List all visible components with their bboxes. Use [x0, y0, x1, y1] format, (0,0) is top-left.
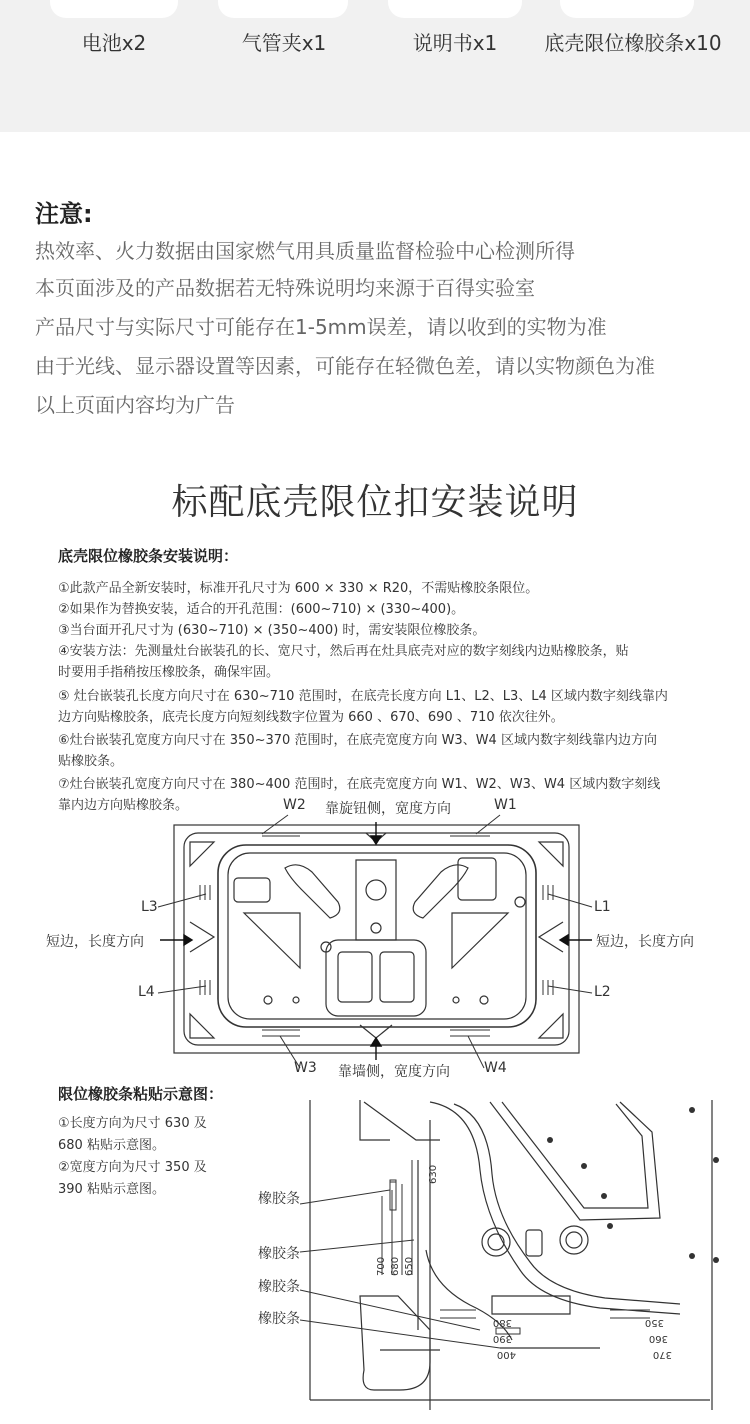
- scale-label-380: 380: [492, 1317, 512, 1328]
- sticker-line-3: ②宽度方向为尺寸 350 及: [58, 1160, 207, 1175]
- sticker-section-title: 限位橡胶条粘贴示意图：: [58, 1085, 224, 1103]
- label-w3: W3: [294, 1060, 317, 1076]
- install-line-10: ⑦灶台嵌装孔宽度方向尺寸在 380~400 范围时，在底壳宽度方向 W1、W2、W3、W4 区域内数字刻线: [58, 777, 661, 792]
- scale-label-650: 650: [404, 1256, 415, 1276]
- label-l2: L2: [594, 984, 611, 1000]
- accessory-card-clip: [218, 0, 348, 18]
- rubber-label-2: 橡胶条: [258, 1246, 300, 1262]
- label-l1: L1: [594, 899, 611, 915]
- scale-label-390: 390: [492, 1333, 512, 1344]
- label-bottom-side: 靠墙侧，宽度方向: [338, 1064, 450, 1080]
- scale-label-360: 360: [648, 1333, 668, 1344]
- install-line-11: 靠内边方向贴橡胶条。: [58, 798, 189, 813]
- accessory-card-manual: [388, 0, 522, 18]
- install-line-7: 边方向贴橡胶条，底壳长度方向短刻线数字位置为 660 、670、690 、710 依次往外。: [58, 710, 564, 725]
- sticker-detail-diagram: [240, 1100, 750, 1424]
- accessory-label-clip: 气管夹x1: [241, 31, 327, 55]
- rubber-label-1: 橡胶条: [258, 1191, 300, 1207]
- accessory-label-battery: 电池x2: [81, 31, 147, 55]
- sticker-line-2: 680 粘贴示意图。: [58, 1138, 165, 1153]
- notice-line-5: 以上页面内容均为广告: [35, 393, 235, 417]
- accessory-label-manual: 说明书x1: [412, 31, 498, 55]
- rubber-label-4: 橡胶条: [258, 1311, 300, 1327]
- scale-label-700: 700: [376, 1256, 387, 1276]
- notice-line-1: 热效率、火力数据由国家燃气用具质量监督检验中心检测所得: [35, 239, 575, 263]
- accessory-card-rubber: [560, 0, 694, 18]
- accessory-label-rubber: 底壳限位橡胶条x10: [544, 31, 722, 55]
- label-l4: L4: [138, 984, 155, 1000]
- notice-title: 注意:: [35, 200, 93, 228]
- install-line-8: ⑥灶台嵌装孔宽度方向尺寸在 350~370 范围时，在底壳宽度方向 W3、W4 区域内数字刻线靠内边方向: [58, 733, 657, 748]
- scale-label-630: 630: [428, 1164, 439, 1184]
- scale-label-370: 370: [652, 1349, 672, 1360]
- page-title: 标配底壳限位扣安装说明: [171, 482, 579, 523]
- sticker-line-1: ①长度方向为尺寸 630 及: [58, 1116, 207, 1131]
- scale-label-400: 400: [496, 1349, 516, 1360]
- install-section-title: 底壳限位橡胶条安装说明：: [58, 547, 239, 565]
- accessory-card-battery: [50, 0, 178, 18]
- label-l3: L3: [141, 899, 158, 915]
- notice-line-2: 本页面涉及的产品数据若无特殊说明均来源于百得实验室: [35, 276, 535, 300]
- install-line-2: ②如果作为替换安装，适合的开孔范围：(600~710) × (330~400)。: [58, 602, 465, 617]
- base-shell-diagram: [0, 790, 750, 1090]
- sticker-line-4: 390 粘贴示意图。: [58, 1182, 165, 1197]
- accessories-band: [0, 0, 750, 132]
- install-line-6: ⑤ 灶台嵌装孔长度方向尺寸在 630~710 范围时，在底壳长度方向 L1、L2、L3、L4 区域内数字刻线靠内: [58, 689, 668, 704]
- label-w2: W2: [283, 797, 306, 813]
- install-line-3: ③当台面开孔尺寸为 (630~710) × (350~400) 时，需安装限位橡胶条。: [58, 623, 486, 638]
- install-line-4: ④安装方法：先测量灶台嵌装孔的长、宽尺寸，然后再在灶具底壳对应的数字刻线内边贴橡胶条，贴: [58, 644, 629, 659]
- label-top-side: 靠旋钮侧，宽度方向: [325, 801, 451, 817]
- rubber-label-3: 橡胶条: [258, 1279, 300, 1295]
- scale-label-350: 350: [644, 1317, 664, 1328]
- install-line-5: 时要用手指稍按压橡胶条，确保牢固。: [58, 665, 280, 680]
- install-line-9: 贴橡胶条。: [58, 754, 124, 769]
- notice-line-4: 由于光线、显示器设置等因素，可能存在轻微色差，请以实物颜色为准: [35, 354, 655, 378]
- notice-line-3: 产品尺寸与实际尺寸可能存在1-5mm误差，请以收到的实物为准: [35, 315, 607, 339]
- sticker-scale-labels: [240, 1100, 750, 1424]
- label-left-side: 短边，长度方向: [46, 934, 144, 950]
- label-right-side: 短边，长度方向: [596, 934, 694, 950]
- install-line-1: ①此款产品全新安装时，标准开孔尺寸为 600 × 330 × R20，不需贴橡胶条限位。: [58, 581, 539, 596]
- label-w1: W1: [494, 797, 517, 813]
- label-w4: W4: [484, 1060, 507, 1076]
- scale-label-680: 680: [390, 1256, 401, 1276]
